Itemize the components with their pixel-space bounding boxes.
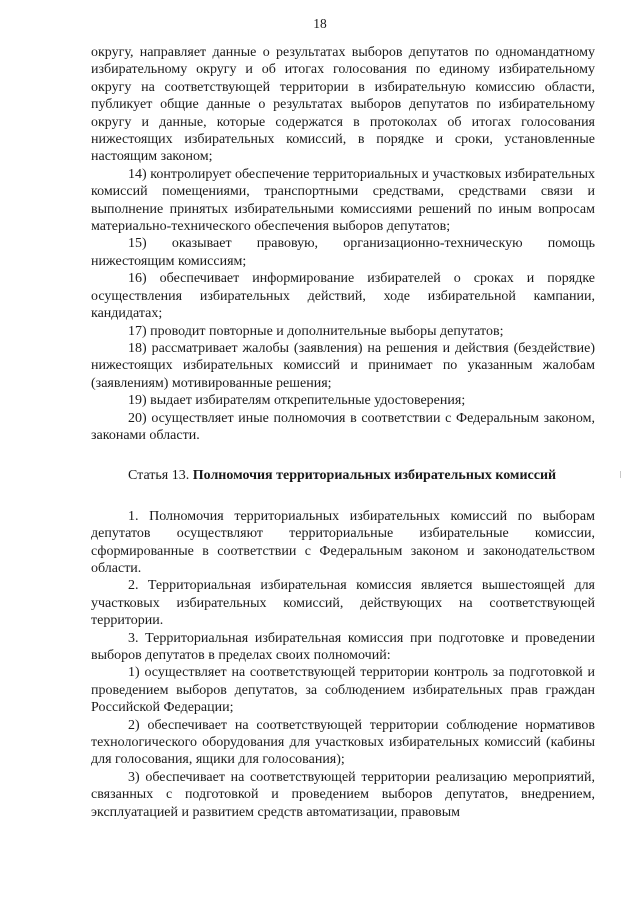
article-heading [91,467,595,484]
list-item-20: 20) осуществляет иные полномочия в соответствии с Федеральным законом, законами области. [91,410,595,443]
subclause-1: 1) осуществляет на соответствующей территории контроль за подготовкой и проведением выборов депутатов, за соблюдением избирательных прав граждан Российской Федерации; [91,665,595,716]
list-item-18: 18) рассматривает жалобы (заявления) на решения и действия (бездействие) нижестоящих избирательных комиссий и принимает по указанным жалобам (заявлениям) мотивированные решения; [91,340,595,391]
list-item-17: 17) проводит повторные и дополнительные выборы депутатов; [128,323,504,339]
subclause-3: 3) обеспечивает на соответствующей территории реализацию мероприятий, связанных с подготовкой и проведением выборов депутатов, внедрением, эксплуатацией и развитием средств автоматизации, правовым [91,769,595,820]
list-item-16: 16) обеспечивает информирование избирателей о сроках и порядке осуществления избирательных действий, ходе избирательной кампании, кандидатах; [91,271,595,322]
paragraph: округу, направляет данные о результатах выборов депутатов по одномандатному избирательному округу и об итогах голосования по единому избирательному округу на соответствующей территории в избирательную комиссию области, публикует общие данные о результатах выборов депутатов по избирательному округу и данные, которые содержатся в протоколах об итогах голосования нижестоящих избирательных комиссий, в порядке и сроки, установленные настоящим законом; [91,45,595,165]
article-title: Полномочия территориальных избирательных комиссий [192,468,557,484]
document-body [91,44,595,821]
article-prefix: Статья 13. [128,468,190,484]
page-number: 18 [313,16,327,31]
clause-3: 3. Территориальная избирательная комиссия при подготовке и проведении выборов депутатов в пределах своих полномочий: [91,630,595,663]
list-item-14: 14) контролирует обеспечение территориальных и участковых избирательных комиссий помещениями, транспортными средствами, средствами связи и выполнение принятых избирательными комиссиями решений по иным вопросам материально-технического обеспечения выборов депутатов; [91,166,595,235]
clause-2: 2. Территориальная избирательная комиссия является вышестоящей для участковых избирательных комиссий, действующих на соответствующей территории. [91,578,595,629]
scan-edge-mark [620,471,621,478]
clause-1: 1. Полномочия территориальных избирательных комиссий по выборам депутатов осуществляют территориальные избирательные комиссии, сформированные в соответствии с Федеральным законом и законодательством области. [91,508,595,576]
list-item-15: 15) оказывает правовую, организационно-техническую помощь нижестоящим комиссиям; [91,236,595,269]
list-item-19: 19) выдает избирателям открепительные удостоверения; [128,393,466,409]
subclause-2: 2) обеспечивает на соответствующей территории соблюдение нормативов технологического оборудования для участковых избирательных комиссий (кабины для голосования, ящики для голосования); [91,717,595,768]
